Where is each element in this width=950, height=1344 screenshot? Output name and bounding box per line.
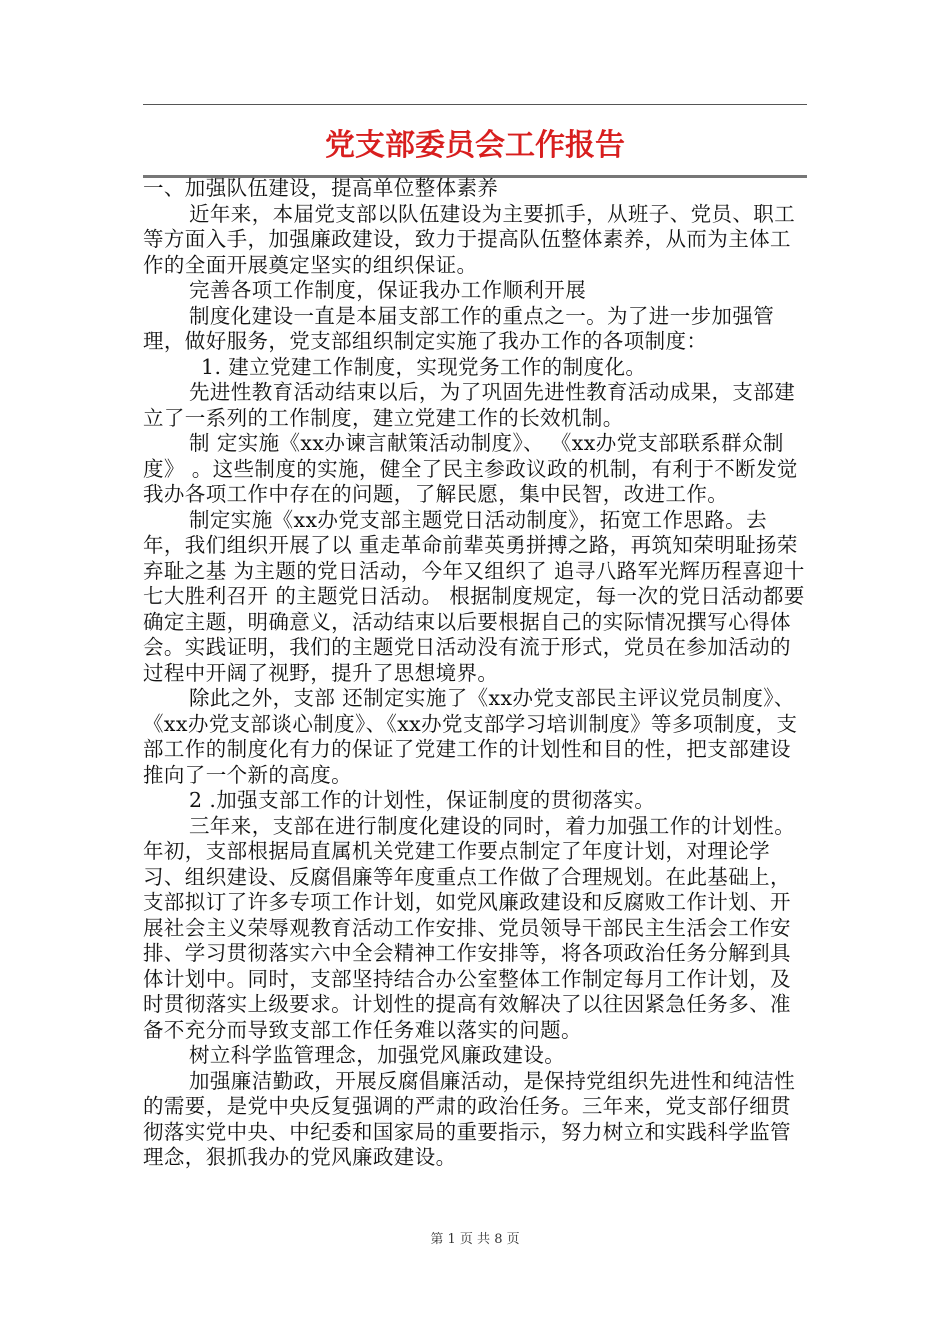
- header-rule: [143, 104, 807, 105]
- document-body: [143, 176, 807, 1171]
- body-paragraph: 制定实施《xx办党支部主题党日活动制度》，拓宽工作思路。去年，我们组织开展了以 重走革命前辈英勇拼搏之路，再筑知荣明耻扬荣弃耻之基 为主题的党日活动，今年又组织了 追寻八路军光辉历程喜迎十七大胜利召开 的主题党日活动。 根据制度规定，每一次的党日活动都要确定主题，明确意义，活动结束以后要根据自己的实际情况撰写心得体会。实践证明，我们的主题党日活动没有流于形式，党员在参加活动的过程中开阔了视野，提升了思想境界。: [143, 507, 805, 685]
- section-heading: 一、加强队伍建设，提高单位整体素养: [143, 176, 499, 200]
- page-indicator: 第 1 页 共 8 页: [430, 1232, 520, 1247]
- list-heading: 1. 建立党建工作制度，实现党务工作的制度化。: [201, 354, 647, 379]
- body-paragraph: 除此之外，支部 还制定实施了《xx办党支部民主评议党员制度》、 《xx办党支部谈心制度》、《xx办党支部学习培训制度》等多项制度，支部工作的制度化有力的保证了党建工作的计划性和目的性，把支部建设推向了一个新的高度。: [143, 686, 798, 787]
- body-paragraph: 加强廉洁勤政，开展反腐倡廉活动，是保持党组织先进性和纯洁性的需要，是党中央反复强调的严肃的政治任务。三年来，党支部仔细贯彻落实党中央、中纪委和国家局的重要指示，努力树立和实践科学监管理念，狠抓我办的党风廉政建设。: [143, 1068, 796, 1169]
- body-paragraph: 先进性教育活动结束以后，为了巩固先进性教育活动成果，支部建立了一系列的工作制度，建立党建工作的长效机制。: [143, 380, 796, 430]
- subsection-heading: 完善各项工作制度，保证我办工作顺利开展: [189, 278, 587, 302]
- subsection-heading: 树立科学监管理念，加强党风廉政建设。: [189, 1043, 566, 1067]
- body-paragraph: 制度化建设一直是本届支部工作的重点之一。为了进一步加强管理，做好服务，党支部组织制定实施了我办工作的各项制度：: [143, 303, 775, 353]
- body-paragraph: 制 定实施《xx办谏言献策活动制度》、 《xx办党支部联系群众制度》 。这些制度的实施，健全了民主参政议政的机制，有利于不断发觉我办各项工作中存在的问题，了解民愿，集中民智，改进工作。: [143, 431, 798, 506]
- list-heading: 2 .加强支部工作的计划性，保证制度的贯彻落实。: [189, 788, 656, 812]
- document-title: 党支部委员会工作报告: [325, 128, 625, 163]
- body-paragraph: 近年来，本届党支部以队伍建设为主要抓手，从班子、党员、职工等方面入手，加强廉政建设，致力于提高队伍整体素养，从而为主体工作的全面开展奠定坚实的组织保证。: [143, 201, 796, 277]
- body-paragraph: 三年来，支部在进行制度化建设的同时，着力加强工作的计划性。年初，支部根据局直属机关党建工作要点制定了年度计划，对理论学习、组织建设、反腐倡廉等年度重点工作做了合理规划。在此基础上，支部拟订了许多专项工作计划，如党风廉政建设和反腐败工作计划、开展社会主义荣辱观教育活动工作安排、党员领导干部民主生活会工作安排、学习贯彻落实六中全会精神工作安排等，将各项政治任务分解到具体计划中。同时，支部坚持结合办公室整体工作制定每月工作计划，及时贯彻落实上级要求。计划性的提高有效解决了以往因紧急任务多、准备不充分而导致支部工作任务难以落实的问题。: [143, 813, 796, 1042]
